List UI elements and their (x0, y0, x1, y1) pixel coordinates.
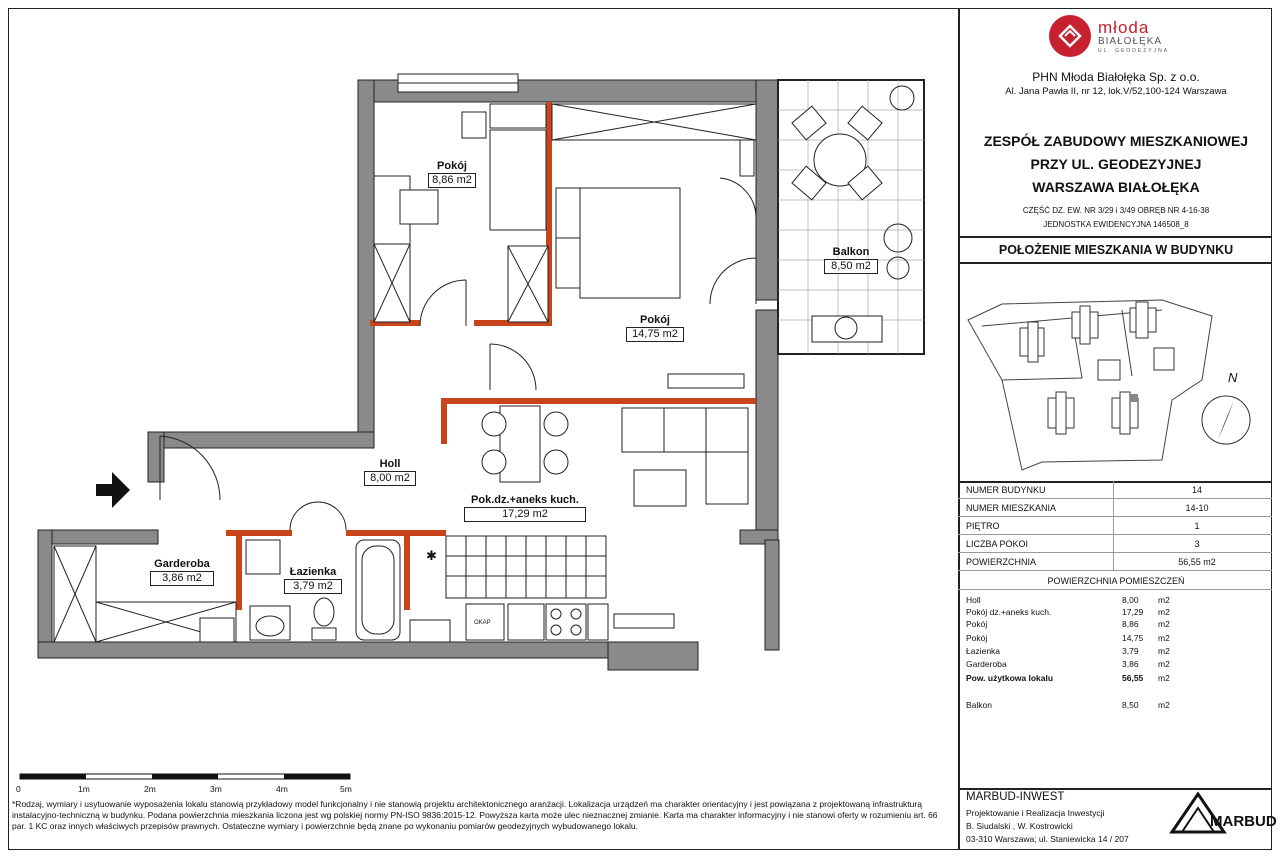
north-label: N (1228, 370, 1238, 385)
area-unit: m2 (1158, 673, 1170, 683)
info-label: NUMER MIESZKANIA (958, 499, 1114, 517)
info-label: LICZBA POKOI (958, 535, 1114, 553)
location-title: POŁOŻENIE MIESZKANIA W BUDYNKU (998, 243, 1234, 257)
area-value: 8,86 (1122, 619, 1139, 629)
info-value: 14 (1114, 481, 1273, 499)
area-value: 14,75 (1122, 633, 1144, 643)
site-map (962, 290, 1270, 480)
info-label: POWIERZCHNIA (958, 553, 1114, 571)
room-name: Balkon (832, 246, 870, 258)
marbud-logo-text: MARBUD (1210, 813, 1277, 830)
room-area: 3,79 m2 (284, 579, 342, 594)
door-bathroom (290, 502, 346, 530)
partition-bath-right (404, 530, 410, 610)
divider (958, 589, 1272, 590)
designer-name: MARBUD-INWEST (966, 791, 1065, 803)
parcel-line-1: CZĘŚĆ DZ. EW. NR 3/29 i 3/49 OBRĘB NR 4-16-38 (1022, 206, 1210, 215)
room-area: 8,50 m2 (824, 259, 878, 274)
area-row (966, 619, 1266, 630)
project-title (960, 130, 1272, 199)
door-big-room (490, 344, 536, 390)
areas-title: POWIERZCHNIA POMIESZCZEŃ (1047, 576, 1185, 586)
area-balcony-row (966, 700, 1266, 711)
room-name: Pokój (437, 160, 467, 172)
room-name: Pok.dz.+aneks kuch. (471, 494, 579, 506)
wall-garderoba-top (38, 530, 158, 544)
area-name: Pokój dz.+aneks kuch. (966, 607, 1052, 617)
room-area: 17,29 m2 (464, 507, 586, 522)
area-value: 3,86 (1122, 659, 1139, 669)
room-area: 8,86 m2 (428, 173, 476, 188)
area-name: Pokój (966, 633, 988, 643)
scale-1: 1m (78, 784, 90, 794)
area-value: 56,55 (1122, 673, 1144, 683)
area-row (966, 646, 1266, 657)
label-kitchen (464, 494, 586, 522)
area-name: Garderoba (966, 659, 1007, 669)
area-value: 8,00 (1122, 595, 1139, 605)
desk (400, 190, 438, 224)
room-name: Łazienka (289, 566, 337, 578)
info-row (958, 535, 1272, 553)
designer-info (966, 807, 1129, 846)
mloda-logo-icon (1048, 14, 1092, 58)
info-value: 1 (1114, 517, 1273, 535)
area-name: Pokój (966, 619, 988, 629)
okap-label: OKAP (474, 620, 491, 626)
divider (958, 262, 1272, 264)
entrance-arrow (96, 472, 130, 508)
project-line-2: PRZY UL. GEODEZYJNEJ (1030, 156, 1202, 172)
room-name: Holl (379, 458, 401, 470)
parcel-line-2: JEDNOSTKA EWIDENCYJNA 146508_8 (1043, 220, 1189, 229)
wall-garderoba-left (38, 530, 52, 658)
partition-kitchen (441, 398, 756, 404)
double-bed (580, 188, 680, 298)
wall-right-upper (756, 80, 778, 300)
area-total-row (966, 673, 1266, 684)
area-unit: m2 (1158, 659, 1170, 669)
partition-bath-left (236, 530, 242, 610)
label-garderoba (150, 558, 214, 586)
wall-left-upper (358, 80, 374, 440)
bathroom-fixtures (246, 540, 450, 642)
area-name: Holl (966, 595, 981, 605)
scale-bar (20, 774, 350, 779)
area-unit: m2 (1158, 700, 1170, 710)
area-unit: m2 (1158, 619, 1170, 629)
label-balkon (824, 246, 878, 274)
door-small-room (420, 280, 466, 326)
info-label: PIĘTRO (958, 517, 1114, 535)
info-row (958, 499, 1272, 517)
company-name: PHN Młoda Białołęka Sp. z o.o. (1032, 70, 1200, 84)
area-row (966, 659, 1266, 670)
scale-5: 5m (340, 784, 352, 794)
room-name: Pokój (640, 314, 670, 326)
scale-2: 2m (144, 784, 156, 794)
area-value: 17,29 (1122, 607, 1144, 617)
area-value: 3,79 (1122, 646, 1139, 656)
wall-bottom-step (608, 642, 698, 670)
label-lazienka (284, 566, 342, 594)
info-row (958, 481, 1272, 499)
label-pokoj-small (428, 160, 476, 188)
bed-small (490, 130, 546, 230)
label-pokoj-big (626, 314, 684, 342)
parcel-info (960, 204, 1272, 232)
area-name: Łazienka (966, 646, 1001, 656)
dining-set (482, 406, 568, 482)
wall-hall-top (148, 432, 374, 448)
area-name: Balkon (966, 700, 992, 710)
wall-right-bottom (765, 540, 779, 650)
apartment-info-table (958, 481, 1272, 571)
scale-0: 0 (16, 784, 21, 794)
disclaimer: *Rodzaj, wymiary i usytuowanie wyposażenia lokalu stanowią przykładowy model funkcjonalny i nie stanowią projektu architektonicznego aranżacji. Lokalizacja urządzeń ma charakter orientacyjny i jest powiązana z projektowaną infrastrukturą instalacyjno-techniczną w budynku. Podana powierzchnia mieszkania liczona jest wg polskiej normy PN-ISO 9836:2015-12. Powyższa karta może ulec nieznacznej zmianie. Karta ma charakter informacyjny i nie stanowi oferty w rozumieniu art. 66 par. 1 KC oraz innych właściwych przepisów prawnych. Ostateczne wymiary i powierzchnie będą znane po wykonaniu pomiarów geodezyjnych wybudowanego lokalu. (12, 799, 938, 831)
designer-line-1: Projektowanie i Realizacja Inwestycji (966, 808, 1105, 818)
info-value: 14-10 (1114, 499, 1273, 517)
designer-line-3: 03-310 Warszawa; ul. Staniewicka 14 / 207 (966, 834, 1129, 844)
area-row (966, 595, 1266, 606)
area-unit: m2 (1158, 595, 1170, 605)
info-row (958, 517, 1272, 535)
scale-4: 4m (276, 784, 288, 794)
divider (958, 236, 1272, 238)
area-unit: m2 (1158, 646, 1170, 656)
room-area: 14,75 m2 (626, 327, 684, 342)
designer-line-2: B. Siudalski , W. Kostrowicki (966, 821, 1073, 831)
room-area: 3,86 m2 (150, 571, 214, 586)
label-holl (364, 458, 416, 486)
scale-3: 3m (210, 784, 222, 794)
room-area: 8,00 m2 (364, 471, 416, 486)
area-value: 8,50 (1122, 700, 1139, 710)
logo-small: UL. GEODEZYJNA (1098, 48, 1170, 54)
compass-needle (1218, 400, 1234, 440)
room-name: Garderoba (154, 558, 210, 570)
info-row (958, 553, 1272, 571)
sofa (622, 408, 748, 506)
wall-hall-left (148, 432, 164, 482)
logo-sub: BIAŁOŁĘKA (1098, 36, 1163, 47)
project-line-1: ZESPÓŁ ZABUDOWY MIESZKANIOWEJ (983, 133, 1249, 149)
area-name: Pow. użytkowa lokalu (966, 673, 1054, 683)
wall-bottom (38, 642, 608, 658)
project-line-3: WARSZAWA BIAŁOŁĘKA (1032, 179, 1200, 195)
info-label: NUMER BUDYNKU (958, 481, 1114, 499)
company-address: Al. Jana Pawła II, nr 12, lok.V/52,100-124 Warszawa (1005, 86, 1227, 97)
area-row (966, 607, 1266, 618)
area-unit: m2 (1158, 607, 1170, 617)
info-value: 56,55 m2 (1114, 553, 1273, 571)
area-unit: m2 (1158, 633, 1170, 643)
wall-right-lower (756, 310, 778, 530)
balcony-area (778, 80, 924, 354)
area-row (966, 633, 1266, 644)
star-icon: ✱ (426, 548, 437, 563)
info-value: 3 (1114, 535, 1273, 553)
logo-name: młoda (1098, 18, 1150, 37)
